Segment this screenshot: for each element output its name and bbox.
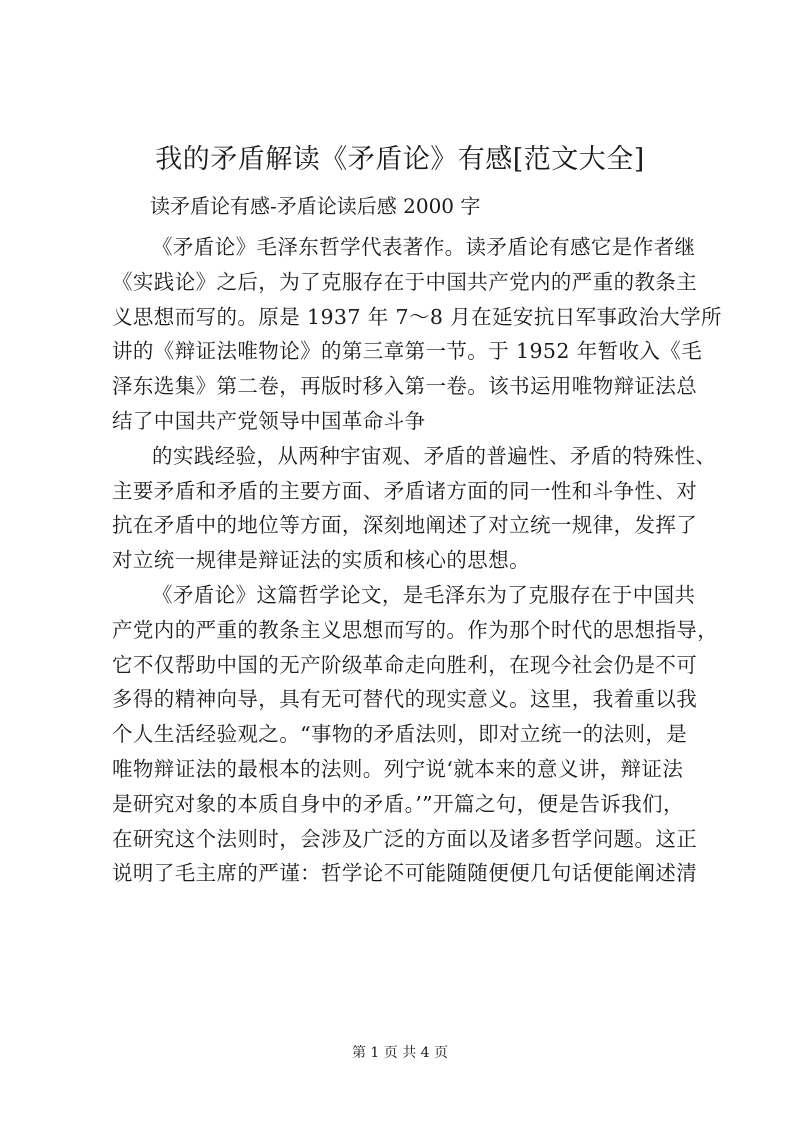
text-line: 《矛盾论》这篇哲学论文，是毛泽东为了克服存在于中国共	[152, 582, 696, 607]
text-line: 结了中国共产党领导中国革命斗争	[112, 408, 426, 433]
text-line: 主要矛盾和矛盾的主要方面、矛盾诸方面的同一性和斗争性、对	[112, 478, 698, 503]
text-line: 的实践经验，从两种宇宙观、矛盾的普遍性、矛盾的特殊性、	[152, 443, 717, 468]
text-line: 对立统一规律是辩证法的实质和核心的思想。	[112, 548, 530, 573]
document-body	[112, 230, 722, 891]
text-line: 产党内的严重的教条主义思想而写的。作为那个时代的思想指导，	[112, 617, 719, 642]
document-title: 我的矛盾解读《矛盾论》有感[范文大全]	[155, 144, 645, 175]
text-line: 在研究这个法则时，会涉及广泛的方面以及诸多哲学问题。这正	[112, 826, 698, 851]
text-line: 《矛盾论》毛泽东哲学代表著作。读矛盾论有感它是作者继	[152, 235, 696, 259]
paragraph	[112, 439, 717, 578]
text-line: 义思想而写的。原是 1937 年 7～8 月在延安抗日军事政治大学所	[112, 304, 722, 329]
paragraph	[112, 230, 722, 439]
text-line: 泽东选集》第二卷，再版时移入第一卷。该书运用唯物辩证法总	[112, 374, 698, 399]
text-line: 讲的《辩证法唯物论》的第三章第一节。于 1952 年暂收入《毛	[112, 339, 703, 364]
text-line: 个人生活经验观之。“事物的矛盾法则，即对立统一的法则，是	[112, 722, 688, 747]
text-line: 是研究对象的本质自身中的矛盾。’”开篇之句，便是告诉我们，	[112, 791, 684, 816]
text-line: 抗在矛盾中的地位等方面，深刻地阐述了对立统一规律，发挥了	[112, 513, 698, 538]
text-line: 多得的精神向导，具有无可替代的现实意义。这里，我着重以我	[112, 687, 698, 712]
text-line: 《实践论》之后，为了克服存在于中国共产党内的严重的教条主	[112, 269, 698, 294]
text-line: 它不仅帮助中国的无产阶级革命走向胜利，在现今社会仍是不可	[112, 652, 698, 677]
document-subtitle: 读矛盾论有感-矛盾论读后感 2000 字	[150, 194, 481, 218]
text-line: 说明了毛主席的严谨：哲学论不可能随随便便几句话便能阐述清	[112, 861, 698, 886]
text-line: 唯物辩证法的最根本的法则。列宁说‘就本来的意义讲，辩证法	[112, 756, 684, 781]
paragraph	[112, 578, 719, 891]
page-number-footer: 第 1 页 共 4 页	[351, 1045, 449, 1061]
